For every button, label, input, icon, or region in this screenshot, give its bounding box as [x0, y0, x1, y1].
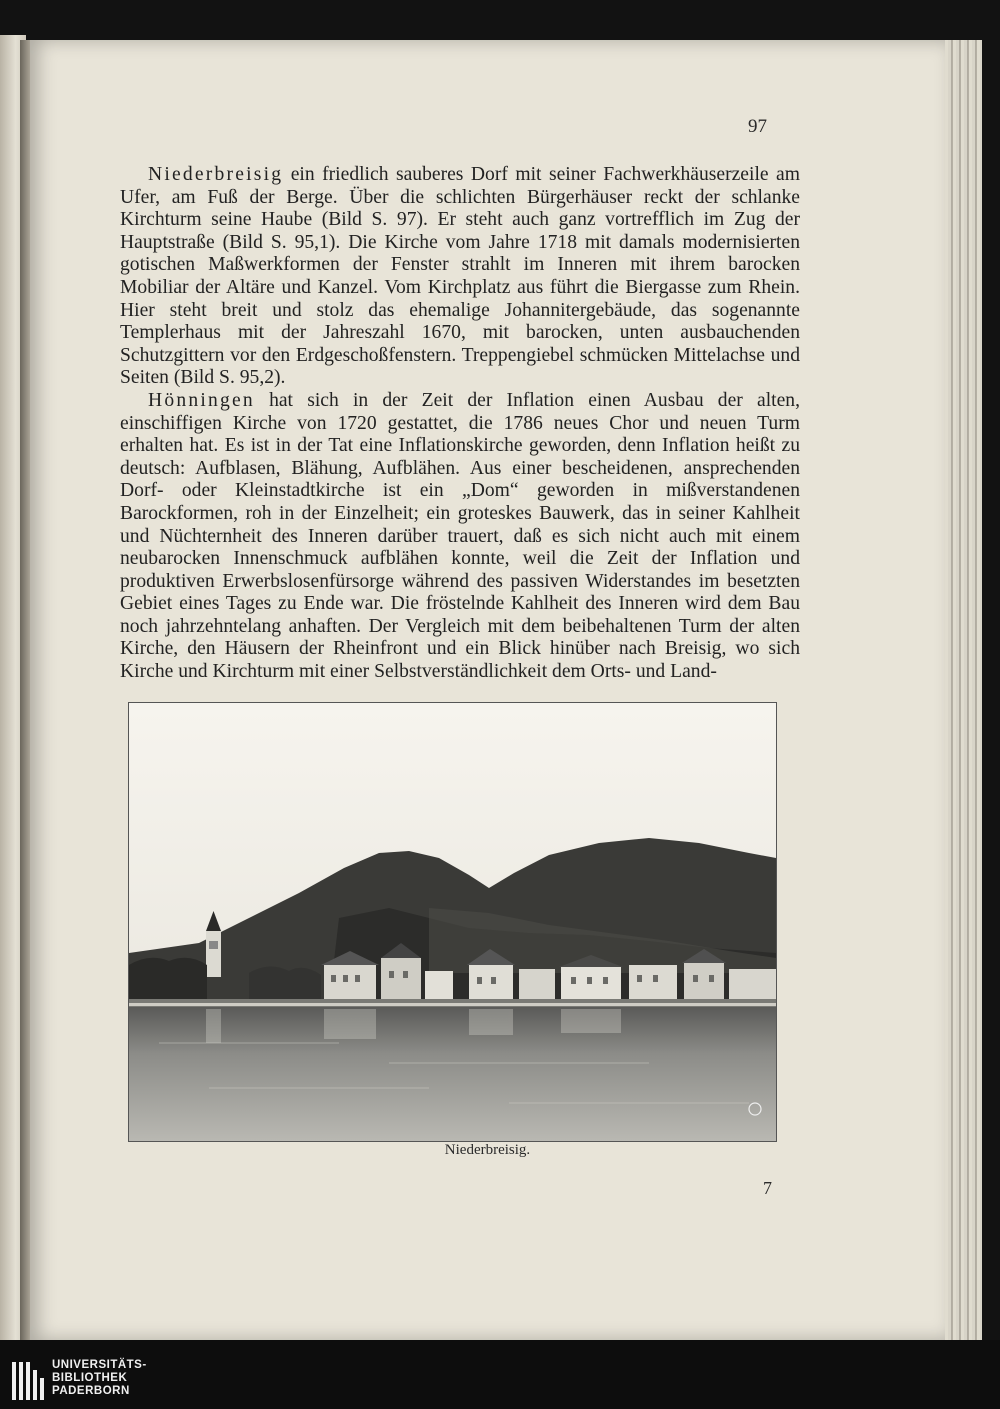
- figure-photo: [128, 702, 777, 1142]
- paragraph-hoenningen: [120, 390, 800, 684]
- book-page: [30, 40, 945, 1340]
- figure-caption: Niederbreisig.: [444, 1142, 531, 1158]
- paragraph-niederbreisig: [120, 164, 800, 390]
- library-line-3: PADERBORN: [52, 1385, 130, 1397]
- landscape-photo: [129, 703, 776, 1141]
- paragraph-1-text: ein friedlich sauberes Dorf mit seiner Fachwerkhäuserzeile am Ufer, am Fuß der Berge. Über die schlichten Bürgerhäuser reckt der schlanke Kirchturm seine Haube (Bild S. 97). Er steht auch ganz vortrefflich im Zug der Hauptstraße (Bild S. 95,1). Die Kirche vom Jahre 1718 mit damals modernisierten gotischen Maßwerkformen der Fenster strahlt im Inneren mit ihrem barocken Mobiliar der Altäre und Kanzel. Vom Kirchplatz aus führt die Biergasse zum Rhein. Hier steht breit und stolz das ehemalige Johannitergebäude, das sogenannte Templerhaus mit der Jahreszahl 1670, mit barocken, unten ausbauchenden Schutzgittern vor den Erdgeschoßfenstern. Treppengiebel schmücken Mittelachse und Seiten (Bild S. 95,2).: [120, 164, 800, 389]
- page-number: 97: [748, 116, 767, 137]
- paragraph-2-text: hat sich in der Zeit der Inflation einen Ausbau der alten, einschiffigen Kirche von 1720 gestattet, die 1786 neues Chor und neuen Turm erhalten hat. Es ist in der Tat eine Inflationskirche geworden, denn Inflation heißt zu deutsch: Aufblasen, Blähung, Aufblähen. Aus einer bescheidenen, ansprechenden Dorf- oder Kleinstadtkirche ist ein „Dom“ geworden in mißverstandenen Barockformen, roh in der Einzelheit; ein groteskes Bauwerk, das in seiner Kahlheit und Nüchternheit des Inneren darüber trauert, daß es sich nicht auch mit einem neubarocken Innenschmuck aufblähen konnte, weil die Zeit der Inflation und produktiven Erwerbslosenfürsorge während des passiven Widerstandes im besetzten Gebiet eines Tages zu Ende war. Die fröstelnde Kahlheit des Inneren wird dem Bau noch jahrzehntelang anhaften. Der Vergleich mit dem beibehaltenen Turm der alten Kirche, den Häusern der Rheinfront und ein Blick hinüber nach Breisig, wo sich Kirche und Kirchturm mit einer Selbstverständlichkeit dem Orts- und Land-: [120, 389, 800, 683]
- library-logo-icon: [10, 1360, 46, 1402]
- place-name-niederbreisig: Niederbreisig: [148, 164, 284, 185]
- library-name: [52, 1359, 147, 1398]
- library-logo-bar: [0, 1350, 1000, 1409]
- body-text: [120, 164, 800, 684]
- library-line-1: UNIVERSITÄTS-: [52, 1359, 147, 1371]
- signature-mark: 7: [763, 1178, 772, 1198]
- library-line-2: BIBLIOTHEK: [52, 1372, 128, 1384]
- place-name-hoenningen: Hönningen: [148, 389, 255, 411]
